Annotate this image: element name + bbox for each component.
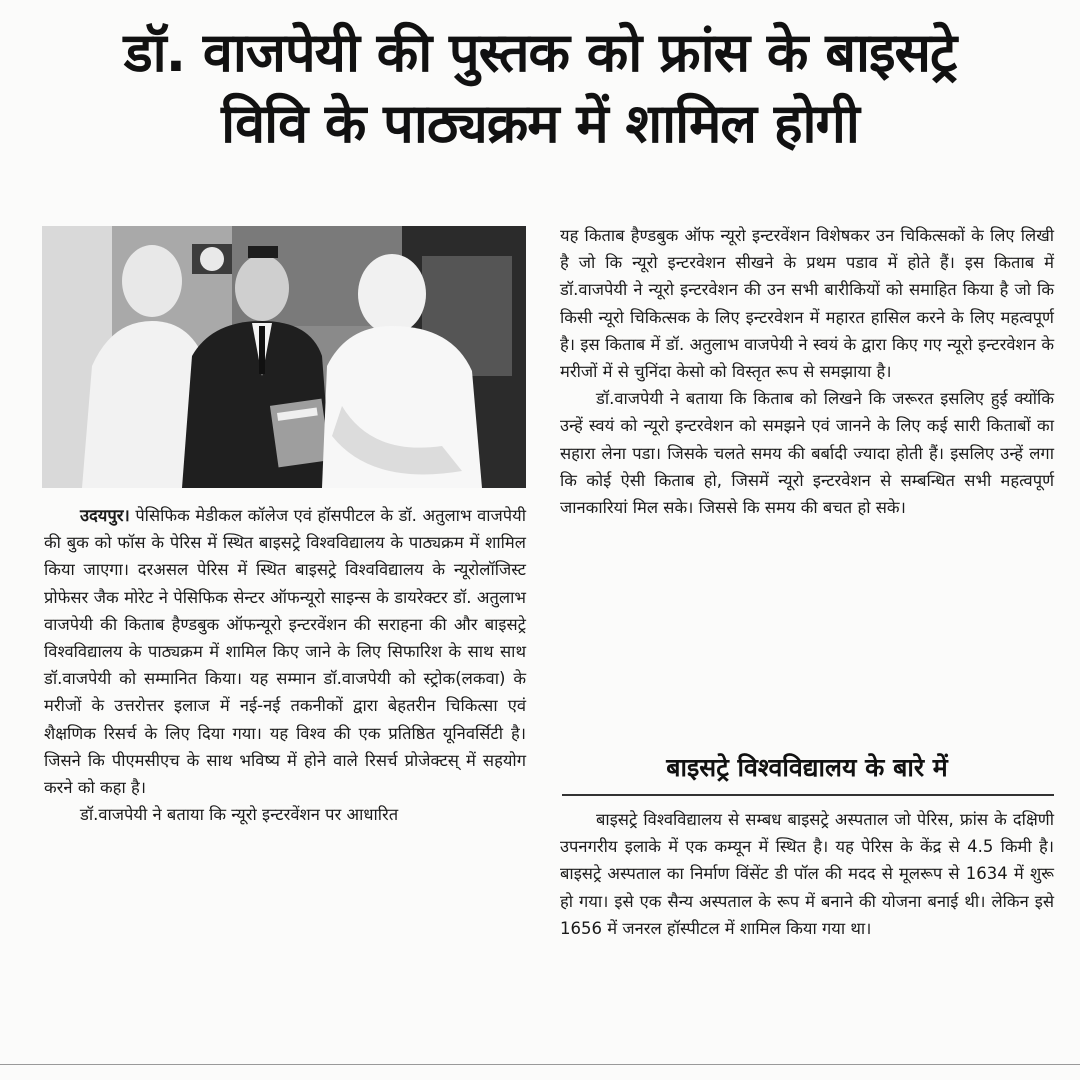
subheading-rule	[562, 794, 1054, 796]
bottom-rule	[0, 1064, 1080, 1065]
right-paragraph-2: डॉ.वाजपेयी ने बताया कि किताब को लिखने कि जरूरत इसलिए हुई क्योंकि उन्हें स्वयं को न्यूरो इन्टरवेशन को समझने एवं जानने के लिए कई सारी किताबों का सहारा लेना पडा। जिसके चलते समय की बर्बादी ज्यादा होती हैं। इसलिए उन्हें लगा कि कोई ऐसी किताब हो, जिसमें न्यूरो इन्टरवेशन से सम्बन्धित सभी महत्वपूर्ण जानकारियां मिल सके। जिससे कि समय की बचत हो सके।	[560, 389, 1054, 518]
left-column	[44, 502, 526, 828]
left-paragraph-1-text: पेसिफिक मेडीकल कॉलेज एवं हॉसपीटल के डॉ. अतुलाभ वाजपेयी की बुक को फॉस के पेरिस में स्थित बाइसट्रे विश्वविद्यालय के पाठ्यक्रम में शामिल किया जाएगा। दरअसल पेरिस में स्थित बाइसट्रे विश्वविद्यालय के न्यूरोलॉजिस्ट प्रोफेसर जैक मोरेट ने पेसिफिक सेन्टर ऑफन्यूरो साइन्स के डायरेक्टर डॉ. अतुलाभ वाजपेयी की किताब हैण्डबुक ऑफन्यूरो इन्टरवेंशन की सराहना की और बाइसट्रे विश्वविद्यालय के पाठ्यक्रम में शामिल किए जाने के लिए सिफारिश के साथ साथ डॉ.वाजपेयी को सम्मानित किया। यह सम्मान डॉ.वाजपेयी को स्ट्रोक(लकवा) के मरीजों के उत्तरोत्तर इलाज में नई-नई तकनीकों द्वारा बेहतरीन चिकित्सा एवं शैक्षणिक रिसर्च के लिए दिया गया। यह विश्व की एक प्रतिष्ठित यूनिवर्सिटी है। जिसने कि पीएमसीएच के साथ भविष्य में होने वाले रिसर्च प्रोजेक्टस् में सहयोग करने को कहा है।	[44, 506, 527, 798]
headline	[20, 18, 1060, 160]
headline-line-1: डॉ. वाजपेयी की पुस्तक को फ्रांस के बाइसट्रे	[123, 21, 957, 84]
headline-line-2: विवि के पाठ्यक्रम में शामिल होगी	[221, 92, 859, 155]
right-paragraph-1: यह किताब हैण्डबुक ऑफ न्यूरो इन्टरवेंशन विशेषकर उन चिकित्सकों के लिए लिखी है जो कि न्यूरो इन्टरवेशन सीखने के प्रथम पडाव में होते हैं। इस किताब में डॉ.वाजपेयी ने न्यूरो इन्टरवेशन की उन सभी बारीकियों को समाहित किया है जो कि किसी न्यूरो चिकित्सक के लिए इन्टरवेशन में महारत हासिल करने के लिए महत्वपूर्ण है। इस किताब में डॉ. अतुलाभ वाजपेयी ने स्वयं के द्वारा किए गए न्यूरो इन्टरवेशन के मरीजों में से चुनिंदा केसो को विस्तृत रूप से समझाया है।	[560, 226, 1054, 382]
dateline: उदयपुर।	[80, 506, 130, 525]
left-paragraph-1	[44, 502, 526, 801]
about-section	[560, 806, 1054, 942]
left-paragraph-2: डॉ.वाजपेयी ने बताया कि न्यूरो इन्टरवेंशन पर आधारित	[80, 805, 399, 825]
right-column	[560, 222, 1054, 521]
news-photo	[42, 226, 526, 488]
about-paragraph: बाइसट्रे विश्वविद्यालय से सम्बध बाइसट्रे अस्पताल जो पेरिस, फ्रांस के दक्षिणी उपनगरीय इलाके में एक कम्यून में स्थित है। यह पेरिस के केंद्र से 4.5 किमी है। बाइसट्रे अस्पताल का निर्माण विंसेंट डी पॉल की मदद से मूलरूप से 1634 में शुरू हो गया। इसे एक सैन्य अस्पताल के रूप में बनाने की योजना बनाई थी। लेकिन इसे 1656 में जनरल हॉस्पीटल में शामिल किया गया था।	[560, 810, 1054, 938]
subheading: बाइसट्रे विश्वविद्यालय के बारे में	[666, 753, 948, 782]
